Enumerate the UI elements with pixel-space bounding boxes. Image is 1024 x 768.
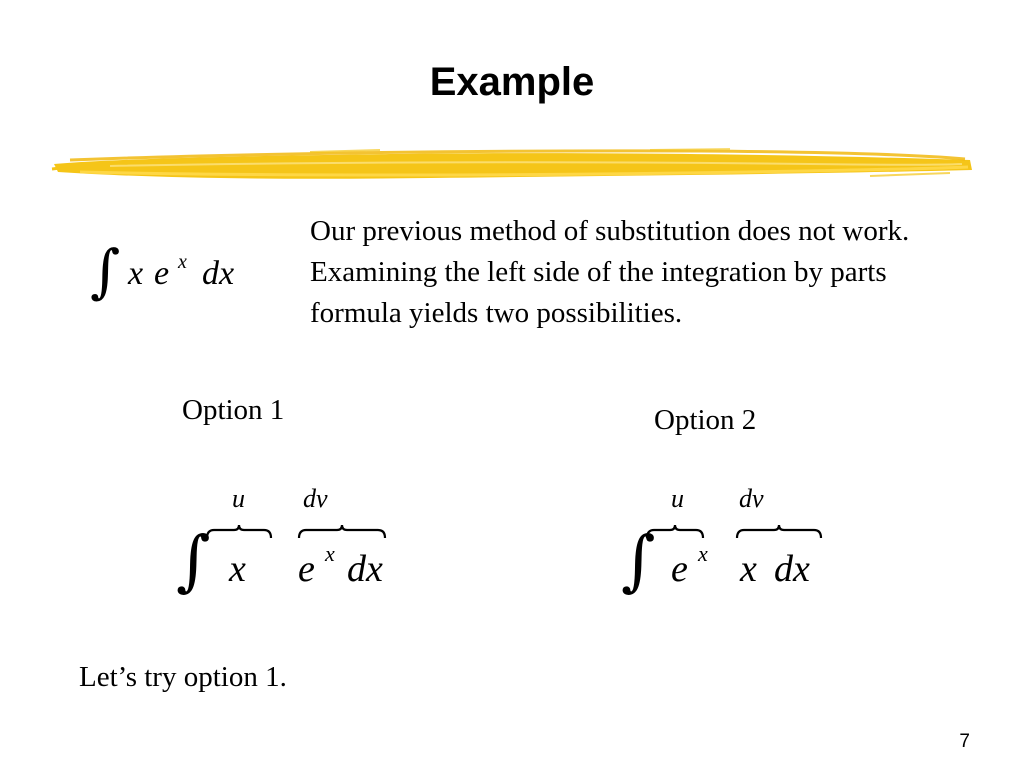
option-1-dv-dx: dx: [347, 548, 383, 590]
option-1-label: Option 1: [182, 394, 285, 426]
option-1-dv-brace: [296, 524, 388, 542]
integral-sign: ∫: [90, 237, 121, 305]
option-1-dv-e: e: [298, 548, 315, 590]
option-1-u-label: u: [232, 484, 245, 513]
option-2-u-e: e: [671, 548, 688, 590]
option-2-dv-brace: [734, 524, 824, 542]
main-integral-dx: dx: [202, 255, 235, 292]
main-integral-e: e: [154, 255, 170, 292]
option-1-integral-sign: ∫: [176, 522, 211, 599]
main-integral-x: x: [128, 255, 144, 292]
option-2-u-label: u: [671, 484, 684, 513]
title-underline-stroke: [50, 142, 976, 188]
option-2-dv-dx: dx: [774, 548, 810, 590]
explanation-text: Our previous method of substitution does not work. Examining the left side of the integration by parts formula yields two possibilities.: [310, 215, 910, 329]
option-1-u-expression: x: [229, 548, 246, 590]
option-1-dv-label: dv: [303, 484, 328, 513]
option-1-dv-exponent: x: [325, 541, 335, 566]
option-2-dv-x: x: [740, 548, 757, 590]
option-2-dv-label: dv: [739, 484, 764, 513]
page-number: 7: [959, 731, 970, 752]
option-2-u-exponent: x: [698, 541, 708, 566]
conclusion-text: Let’s try option 1.: [79, 661, 287, 693]
option-1-u-brace: [204, 524, 274, 542]
main-integral-exponent: x: [178, 251, 187, 273]
slide-title: Example: [429, 60, 595, 104]
option-2-integral-sign: ∫: [621, 522, 656, 599]
option-2-label: Option 2: [654, 404, 757, 436]
